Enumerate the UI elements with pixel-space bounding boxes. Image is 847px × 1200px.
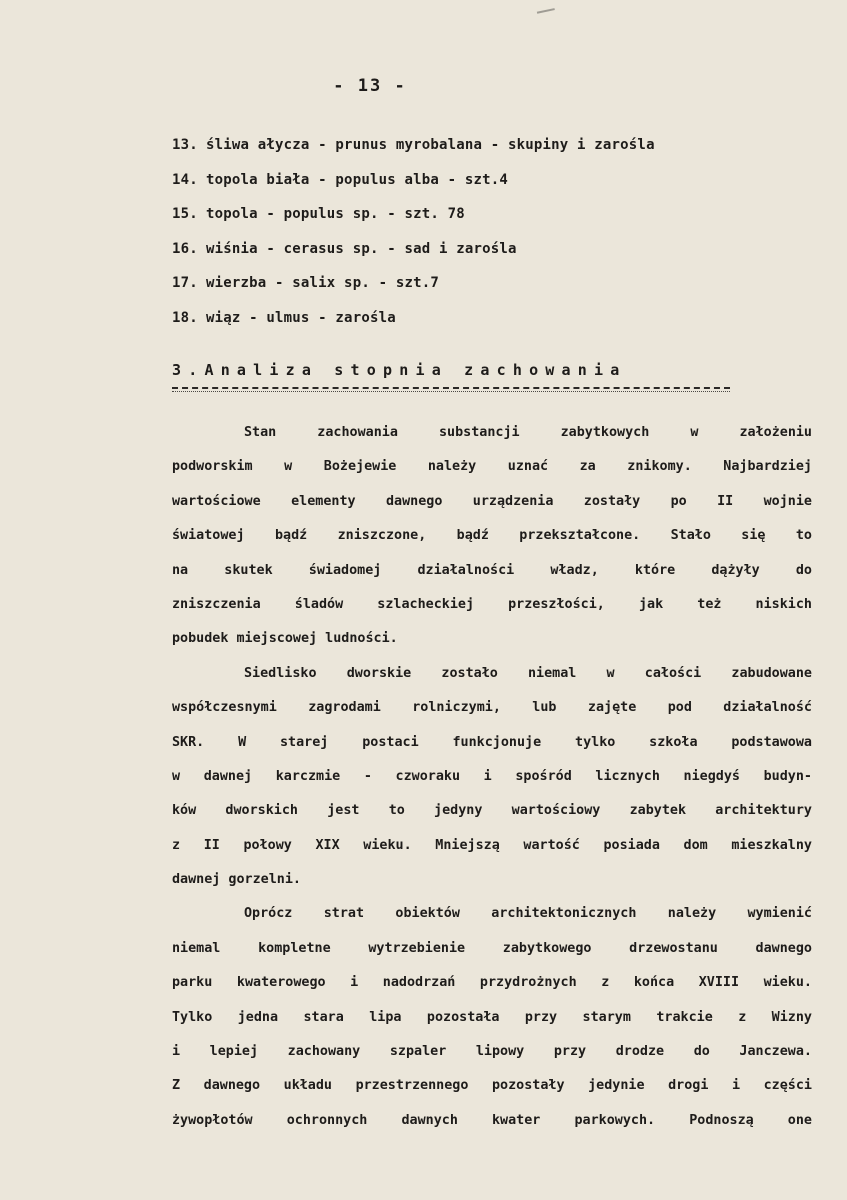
list-item xyxy=(172,301,655,336)
paragraph-line: Stan zachowania substancji zabytkowych w założeniu xyxy=(244,425,812,440)
paragraph-line: podworskim w Bożejewie należy uznać za znikomy. Najbardziej xyxy=(172,459,812,475)
list-item-text: wiśnia - cerasus sp. - sad i zarośla xyxy=(206,240,517,257)
list-item-text: wierzba - salix sp. - szt.7 xyxy=(206,275,439,292)
paragraph-line: Tylko jedna stara lipa pozostała przy starym trakcie z Wizny xyxy=(172,1009,812,1025)
paragraph-line: zniszczenia śladów szlacheckiej przeszłości, jak też niskich xyxy=(172,596,812,612)
list-item-text: śliwa ałycza - prunus myrobalana - skupiny i zarośla xyxy=(206,137,655,153)
list-item-text: topola - populus sp. - szt. 78 xyxy=(206,206,465,223)
list-item-text: wiąz - ulmus - zarośla xyxy=(206,309,396,326)
paragraph-line: Z dawnego układu przestrzennego pozostały jedynie drogi i części xyxy=(172,1078,812,1094)
list-item-number: 15. xyxy=(172,206,198,223)
paragraph-line: dawnej gorzelni. xyxy=(172,872,301,888)
paragraph-line: światowej bądź zniszczone, bądź przekształcone. Stało się to xyxy=(172,528,812,544)
page-number: - 13 - xyxy=(333,76,407,96)
list-item xyxy=(172,128,655,163)
paragraph-line: Siedlisko dworskie zostało niemal w całości zabudowane xyxy=(244,665,812,681)
list-item-number: 14. xyxy=(172,171,198,188)
ink-smudge xyxy=(535,0,555,14)
list-item-text: topola biała - populus alba - szt.4 xyxy=(206,171,509,188)
paragraph-line: ków dworskich jest to jedyny wartościowy zabytek architektury xyxy=(172,803,812,819)
paragraph-line: żywopłotów ochronnych dawnych kwater parkowych. Podnoszą one xyxy=(172,1112,812,1128)
paragraph-line: i lepiej zachowany szpaler lipowy przy drodze do Janczewa. xyxy=(172,1044,812,1060)
paragraph-line: współczesnymi zagrodami rolniczymi, lub zajęte pod działalność xyxy=(172,700,812,716)
list-item-number: 13. xyxy=(172,137,198,153)
paragraph-line: niemal kompletne wytrzebienie zabytkowego drzewostanu dawnego xyxy=(172,940,812,956)
paragraph-line: SKR. W starej postaci funkcjonuje tylko szkoła podstawowa xyxy=(172,734,812,750)
list-item-number: 18. xyxy=(172,309,198,326)
list-item xyxy=(172,163,655,198)
list-item xyxy=(172,197,655,232)
paragraph-line: na skutek świadomej działalności władz, które dążyły do xyxy=(172,562,812,578)
paragraph-line: w dawnej karczmie - czworaku i spośród licznych niegdyś budyn- xyxy=(172,768,812,784)
section-heading: 3.Analiza stopnia zachowania xyxy=(172,361,627,379)
list-item-number: 16. xyxy=(172,240,198,257)
list-item xyxy=(172,266,655,301)
paragraph-line: pobudek miejscowej ludności. xyxy=(172,631,398,647)
paragraph-line: parku kwaterowego i nadodrzań przydrożnych z końca XVIII wieku. xyxy=(172,975,812,991)
list-item-number: 17. xyxy=(172,275,198,292)
paragraph-line: Oprócz strat obiektów architektonicznych należy wymienić xyxy=(244,906,812,922)
paragraph-line: z II połowy XIX wieku. Mniejszą wartość posiada dom mieszkalny xyxy=(172,837,812,853)
heading-underline xyxy=(172,387,730,389)
paragraph-line: wartościowe elementy dawnego urządzenia zostały po II wojnie xyxy=(172,493,812,509)
species-list xyxy=(172,128,655,336)
list-item xyxy=(172,232,655,267)
heading-underline-secondary xyxy=(172,391,730,392)
body-text xyxy=(172,416,812,1138)
